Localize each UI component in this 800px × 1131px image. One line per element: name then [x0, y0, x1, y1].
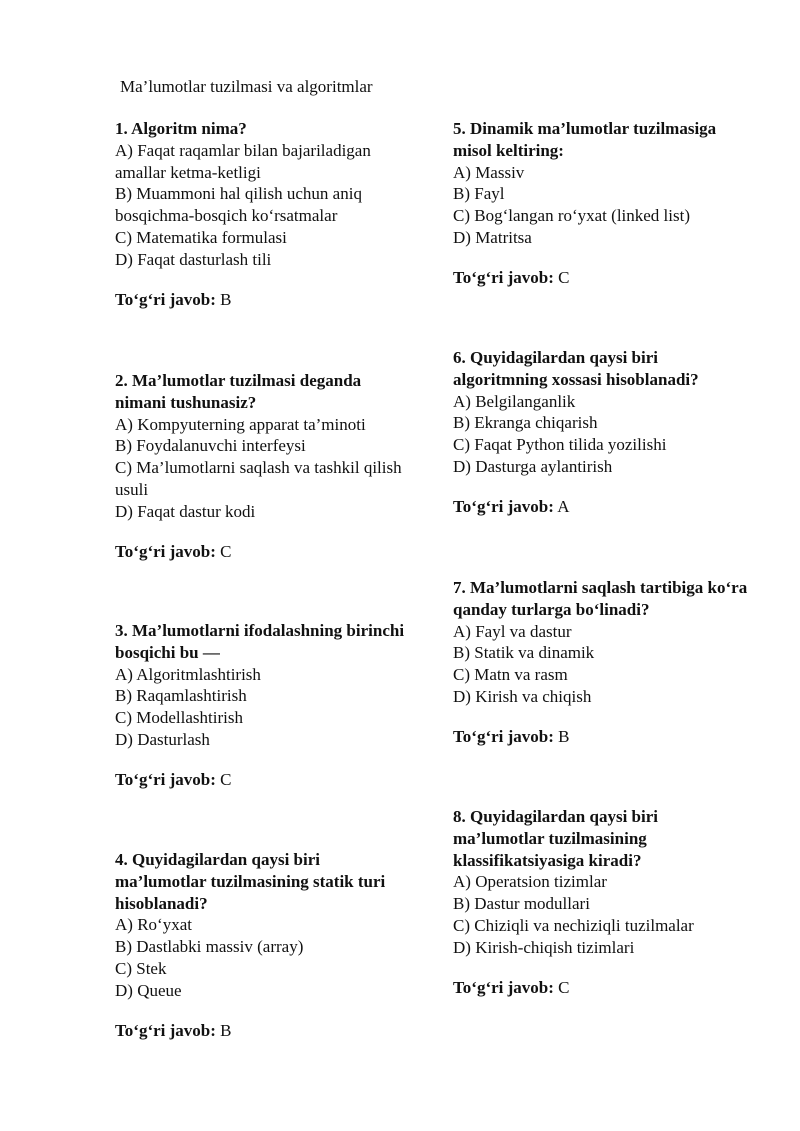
option-d: D) Kirish-chiqish tizimlari [453, 937, 635, 957]
question-text: 7. Ma’lumotlarni saqlash tartibiga ko‘ra qanday turlarga bo‘linadi? [453, 578, 748, 619]
question-text: 1. Algoritm nima? [115, 119, 247, 138]
option-b: B) Foydalanuvchi interfeysi [115, 436, 306, 456]
option-d: D) Faqat dastur kodi [115, 501, 256, 521]
option-c: C) Stek [115, 958, 167, 978]
correct-answer: To‘g‘ri javob: C [453, 977, 570, 997]
option-d: D) Dasturga aylantirish [453, 456, 613, 476]
question-5 [453, 118, 753, 289]
question-text: 6. Quyidagilardan qaysi biri algoritmning xossasi hisoblanadi? [453, 348, 699, 389]
question-text: 2. Ma’lumotlar tuzilmasi deganda nimani tushunasiz? [115, 371, 362, 412]
option-c: C) Chiziqli va nechiziqli tuzilmalar [453, 915, 694, 935]
correct-answer: To‘g‘ri javob: B [115, 1020, 232, 1040]
option-a: A) Fayl va dastur [453, 621, 572, 641]
correct-answer: To‘g‘ri javob: A [453, 496, 570, 516]
option-d: D) Queue [115, 980, 182, 1000]
option-c: C) Faqat Python tilida yozilishi [453, 435, 667, 455]
option-b: B) Dastur modullari [453, 894, 590, 914]
option-a: A) Kompyuterning apparat ta’minoti [115, 414, 366, 434]
option-b: B) Fayl [453, 184, 505, 204]
option-c: C) Matematika formulasi [115, 227, 287, 247]
option-b: B) Statik va dinamik [453, 643, 595, 663]
option-b: B) Raqamlashtirish [115, 686, 247, 706]
correct-answer: To‘g‘ri javob: C [453, 267, 570, 287]
option-a: A) Ro‘yxat [115, 915, 192, 935]
option-a: A) Operatsion tizimlar [453, 872, 607, 892]
question-3 [115, 620, 415, 791]
question-4 [115, 849, 415, 1041]
correct-answer: To‘g‘ri javob: B [453, 726, 570, 746]
option-a: A) Algoritmlashtirish [115, 664, 261, 684]
option-d: D) Kirish va chiqish [453, 686, 592, 706]
option-a: A) Faqat raqamlar bilan bajariladigan amallar ketma-ketligi [115, 140, 371, 182]
option-a: A) Belgilanganlik [453, 391, 576, 411]
option-d: D) Faqat dasturlash tili [115, 249, 272, 269]
option-d: D) Matritsa [453, 227, 532, 247]
question-text: 4. Quyidagilardan qaysi biri ma’lumotlar tuzilmasining statik turi hisoblanadi? [115, 850, 386, 913]
correct-answer: To‘g‘ri javob: C [115, 541, 232, 561]
option-b: B) Dastlabki massiv (array) [115, 937, 304, 957]
question-7 [453, 577, 753, 748]
question-text: 5. Dinamik ma’lumotlar tuzilmasiga misol keltiring: [453, 119, 717, 160]
option-c: C) Bog‘langan ro‘yxat (linked list) [453, 206, 691, 226]
question-text: 3. Ma’lumotlarni ifodalashning birinchi bosqichi bu — [115, 621, 405, 662]
option-c: C) Modellashtirish [115, 708, 243, 728]
question-text: 8. Quyidagilardan qaysi biri ma’lumotlar tuzilmasining klassifikatsiyasiga kiradi? [453, 807, 658, 870]
question-8 [453, 806, 753, 998]
option-b: B) Ekranga chiqarish [453, 413, 598, 433]
option-d: D) Dasturlash [115, 729, 210, 749]
correct-answer: To‘g‘ri javob: C [115, 769, 232, 789]
option-b: B) Muammoni hal qilish uchun aniq bosqichma-bosqich ko‘rsatmalar [115, 184, 362, 226]
correct-answer: To‘g‘ri javob: B [115, 289, 232, 309]
question-2 [115, 370, 415, 562]
option-a: A) Massiv [453, 162, 525, 182]
option-c: C) Matn va rasm [453, 665, 568, 685]
option-c: C) Ma’lumotlarni saqlash va tashkil qilish usuli [115, 458, 402, 499]
document-title: Ma’lumotlar tuzilmasi va algoritmlar [120, 77, 373, 96]
question-6 [453, 347, 753, 518]
question-1 [115, 118, 415, 310]
